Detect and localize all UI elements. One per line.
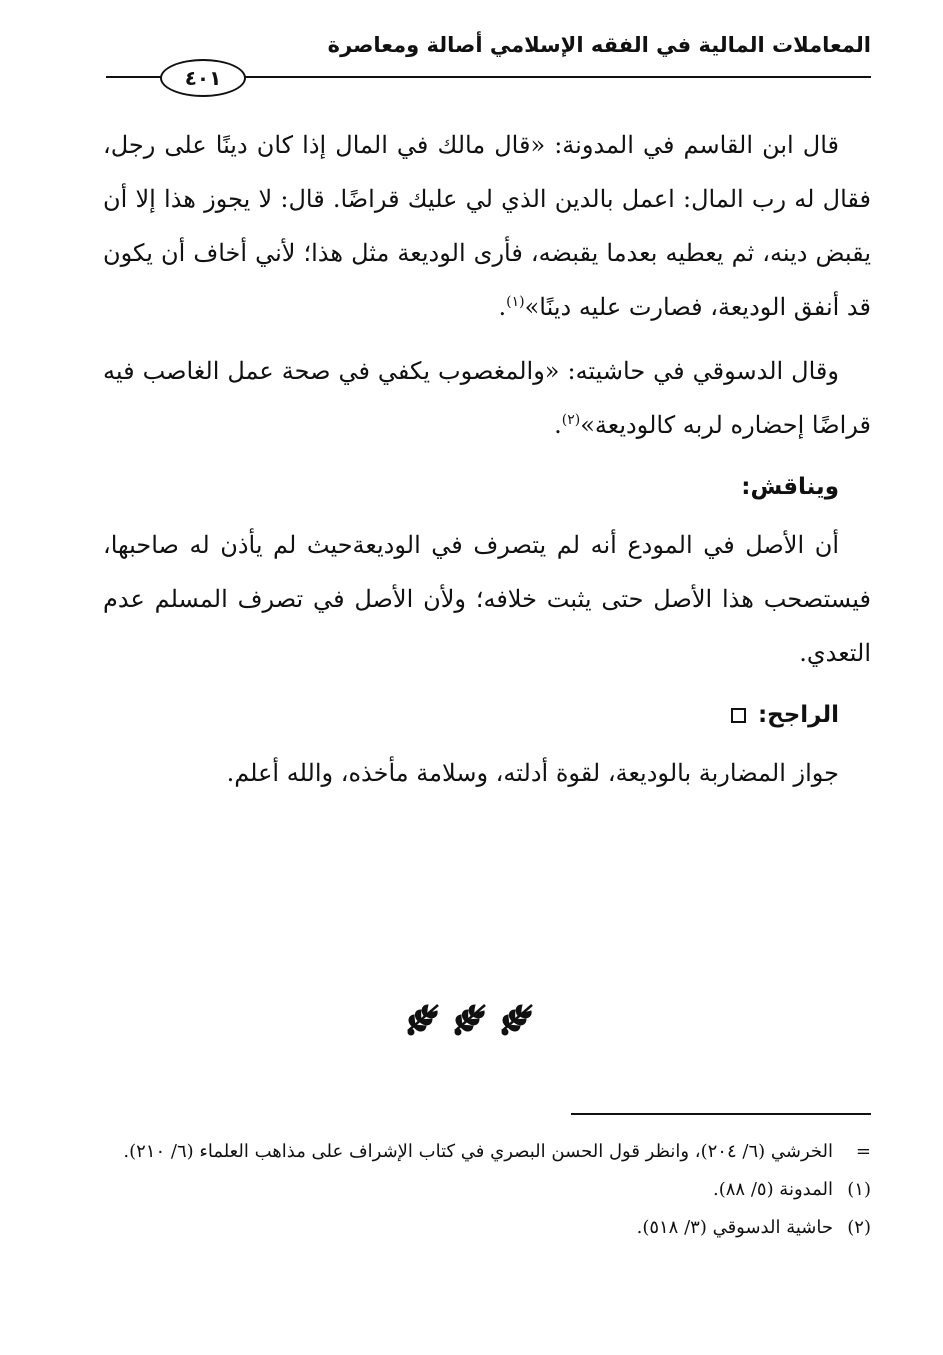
floral-ornament-icon — [405, 1000, 441, 1036]
paragraph-text: وقال الدسوقي في حاشيته: «والمغصوب يكفي في صحة عمل الغاصب فيه قراضًا إحضاره لربه كالوديعة» — [103, 357, 871, 439]
floral-ornament-icon — [452, 1000, 488, 1036]
footnote-text: المدونة (٥/ ٨٨). — [713, 1179, 833, 1200]
paragraph-text: قال ابن القاسم في المدونة: «قال مالك في المال إذا كان دينًا على رجل، فقال له رب المال: اعمل بالدين الذي لي عليك قراضًا. قال: لا يجوز هذا إلا أن يقبض دينه، ثم يعطيه بعدما يقبضه، فأرى الوديعة مثل هذا؛ لأني أخاف أن يكون قد أنفق الوديعة، فصارت عليه دينًا» — [103, 131, 871, 321]
paragraph-aldusuqi: وقال الدسوقي في حاشيته: «والمغصوب يكفي في صحة عمل الغاصب فيه قراضًا إحضاره لربه كالوديعة»$^{(٢)}$. — [103, 357, 871, 439]
main-text — [103, 118, 871, 810]
footnote-mark: (١) — [847, 1179, 871, 1200]
footnote-separator — [571, 1113, 871, 1115]
square-bullet-icon — [731, 708, 746, 723]
preferred-heading-label: الراجح: — [757, 702, 839, 728]
discussion-paragraph: أن الأصل في المودع أنه لم يتصرف في الوديعةحيث لم يأذن له صاحبها، فيستصحب هذا الأصل حتى يثبت خلافه؛ ولأن الأصل في تصرف المسلم عدم التعدي. — [103, 531, 871, 667]
footnotes — [103, 1133, 871, 1247]
footnote-continued — [103, 1133, 871, 1171]
floral-ornament-icon — [499, 1000, 535, 1036]
footnote-1 — [103, 1171, 871, 1209]
footnote-mark: = — [855, 1141, 871, 1162]
footnote-mark: (٢) — [847, 1217, 871, 1238]
paragraph-ibn-alqasim: قال ابن القاسم في المدونة: «قال مالك في المال إذا كان دينًا على رجل، فقال له رب المال: اعمل بالدين الذي لي عليك قراضًا. قال: لا يجوز هذا إلا أن يقبض دينه، ثم يعطيه بعدما يقبضه، فأرى الوديعة مثل هذا؛ لأني أخاف أن يكون قد أنفق الوديعة، فصارت عليه دينًا»$^{(١)}$. — [103, 131, 871, 321]
preferred-heading — [103, 690, 871, 740]
discussion-heading: ويناقش: — [741, 474, 839, 500]
footnote-ref-2: (٢) — [561, 412, 581, 428]
footnote-text: حاشية الدسوقي (٣/ ٥١٨). — [636, 1217, 833, 1238]
page-number: ٤٠١ — [160, 59, 246, 97]
footnote-text: الخرشي (٦/ ٢٠٤)، وانظر قول الحسن البصري في كتاب الإشراف على مذاهب العلماء (٦/ ٢١٠). — [123, 1141, 833, 1162]
section-end-ornament — [405, 1000, 535, 1038]
preferred-paragraph: جواز المضاربة بالوديعة، لقوة أدلته، وسلامة مأخذه، والله أعلم. — [226, 759, 839, 787]
footnote-ref-1: (١) — [506, 294, 525, 310]
preferred-heading-box — [731, 690, 839, 740]
running-header: المعاملات المالية في الفقه الإسلامي أصالة ومعاصرة — [327, 33, 871, 57]
footnote-2 — [103, 1209, 871, 1247]
